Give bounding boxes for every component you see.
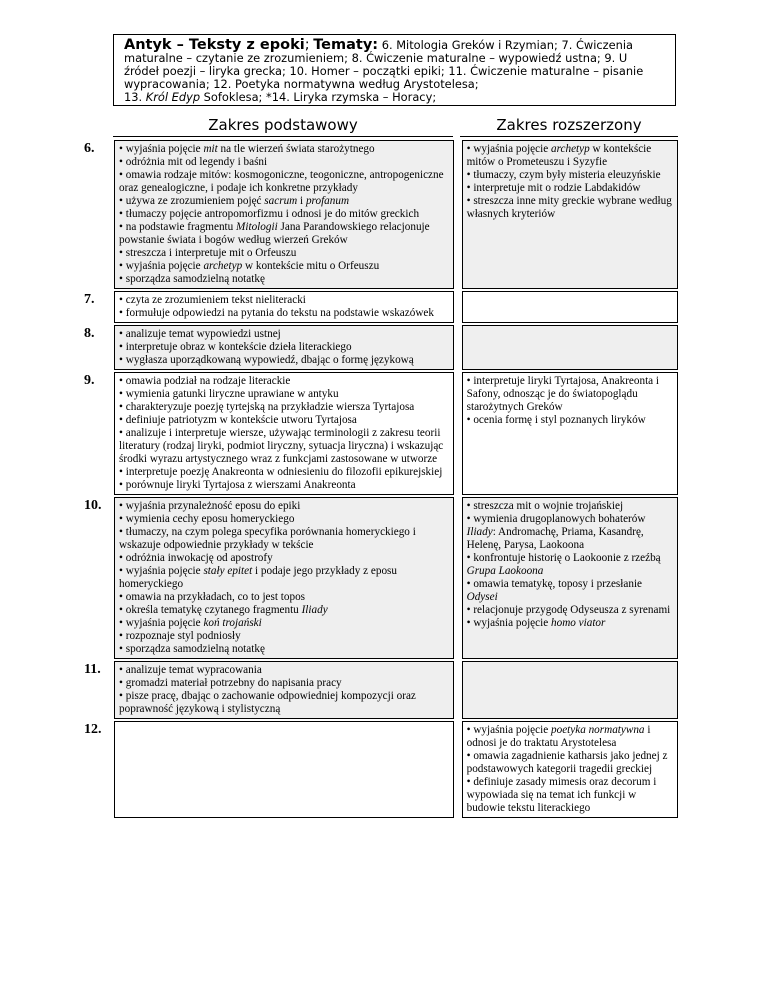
basic-scope-item: • wyjaśnia pojęcie archetyp w kontekście mitu o Orfeuszu [119, 260, 380, 272]
basic-scope-item: • analizuje temat wypowiedzi ustnej [119, 328, 281, 340]
header-last-line-prefix: 13. [124, 90, 146, 104]
extended-scope-item: • wyjaśnia pojęcie homo viator [466, 617, 606, 629]
basic-scope-item: • pisze pracę, dbając o zachowanie odpowiedniej kompozycji oraz poprawność językową i stylistyczną [119, 690, 416, 715]
basic-scope-cell [114, 721, 454, 818]
basic-scope-cell [114, 140, 454, 289]
table-row [80, 372, 678, 495]
basic-scope-item: • formułuje odpowiedzi na pytania do tekstu na podstawie wskazówek [119, 307, 434, 319]
basic-scope-item: • omawia na przykładach, co to jest topos [119, 591, 306, 603]
basic-scope-item: • określa tematykę czytanego fragmentu Iliady [119, 604, 328, 616]
column-gap [454, 372, 462, 495]
extended-scope-item: • relacjonuje przygodę Odyseusza z syrenami [466, 604, 671, 616]
column-gap [454, 721, 462, 818]
curriculum-table [80, 138, 678, 820]
basic-scope-item: • sporządza samodzielną notatkę [119, 273, 265, 285]
basic-scope-cell [114, 291, 454, 323]
extended-scope-item: • definiuje zasady mimesis oraz decorum i wypowiada się na temat ich funkcji w budowie tekstu literackiego [466, 776, 657, 814]
basic-scope-item: • odróżnia mit od legendy i baśni [119, 156, 268, 168]
basic-scope-item: • streszcza i interpretuje mit o Orfeuszu [119, 247, 297, 259]
basic-scope-item: • analizuje temat wypracowania [119, 664, 262, 676]
basic-scope-item: • wymienia gatunki liryczne uprawiane w antyku [119, 388, 339, 400]
extended-scope-cell [462, 661, 678, 719]
header-topics-line-0: 6. Mitologia Greków i Rzymian; 7. Ćwiczenia [381, 38, 634, 52]
header-topics-line-2: źródeł poezji – liryka grecka; 10. Homer – początki epiki; 11. Ćwiczenie maturalne – pisanie [124, 64, 644, 78]
table-row [80, 661, 678, 719]
row-number: 12. [84, 722, 102, 737]
extended-scope-item: • wyjaśnia pojęcie poetyka normatywna i odnosi je do traktatu Arystotelesa [466, 724, 651, 749]
basic-scope-item: • definiuje patriotyzm w kontekście utworu Tyrtajosa [119, 414, 357, 426]
column-gap [454, 497, 462, 659]
extended-scope-cell [462, 325, 678, 370]
basic-scope-item: • wygłasza uporządkowaną wypowiedź, dbając o formę językową [119, 354, 414, 366]
basic-scope-cell [114, 325, 454, 370]
basic-scope-item: • czyta ze zrozumieniem tekst nieliteracki [119, 294, 306, 306]
column-gap [454, 140, 462, 289]
extended-scope-item: • wyjaśnia pojęcie archetyp w kontekście mitów o Prometeuszu i Syzyfie [466, 143, 652, 168]
basic-scope-cell [114, 372, 454, 495]
basic-scope-item: • wyjaśnia przynależność eposu do epiki [119, 500, 301, 512]
extended-scope-cell [462, 372, 678, 495]
extended-scope-cell [462, 291, 678, 323]
extended-scope-item: • streszcza inne mity greckie wybrane według własnych kryteriów [466, 195, 672, 220]
extended-scope-item: • streszcza mit o wojnie trojańskiej [466, 500, 624, 512]
basic-scope-item: • interpretuje poezję Anakreonta w odniesieniu do filozofii epikurejskiej [119, 466, 443, 478]
header-topics-line-1: maturalne – czytanie ze zrozumieniem; 8. Ćwiczenie maturalne – wypowiedź ustna; 9. U [124, 51, 628, 65]
table-row [80, 497, 678, 659]
row-number: 7. [84, 292, 95, 307]
basic-scope-item: • używa ze zrozumieniem pojęć sacrum i profanum [119, 195, 350, 207]
basic-scope-item: • porównuje liryki Tyrtajosa z wierszami Anakreonta [119, 479, 356, 491]
basic-scope-item: • wyjaśnia pojęcie koń trojański [119, 617, 262, 629]
column-header-extended: Zakres rozszerzony [460, 113, 678, 137]
row-number: 6. [84, 141, 95, 156]
basic-scope-item: • gromadzi materiał potrzebny do napisania pracy [119, 677, 342, 689]
extended-scope-item: • konfrontuje historię o Laokoonie z rzeźbą Grupa Laokoona [466, 552, 661, 577]
table-row [80, 325, 678, 370]
row-number: 8. [84, 326, 95, 341]
row-number: 11. [84, 662, 101, 677]
extended-scope-item: • omawia tematykę, toposy i przesłanie Odysei [466, 578, 643, 603]
basic-scope-item: • omawia podział na rodzaje literackie [119, 375, 291, 387]
basic-scope-item: • tłumaczy, na czym polega specyfika porównania homeryckiego i wskazuje odpowiednie przykłady w tekście [119, 526, 416, 551]
header-last-line-italic: Król Edyp [145, 90, 201, 104]
extended-scope-cell [462, 721, 678, 818]
basic-scope-item: • wyjaśnia pojęcie mit na tle wierzeń świata starożytnego [119, 143, 375, 155]
header-topics-label: Tematy: [313, 37, 379, 53]
header-title: Antyk – Teksty z epoki [124, 37, 305, 53]
extended-scope-item: • omawia zagadnienie katharsis jako jednej z podstawowych kategorii tragedii greckiej [466, 750, 668, 775]
basic-scope-item: • na podstawie fragmentu Mitologii Jana Parandowskiego relacjonuje powstanie świata i bogów według wierzeń Greków [119, 221, 430, 246]
basic-scope-cell [114, 497, 454, 659]
row-number: 10. [84, 498, 102, 513]
extended-scope-item: • interpretuje liryki Tyrtajosa, Anakreonta i Safony, odnosząc je do światopoglądu starożytnych Greków [466, 375, 660, 413]
column-gap [454, 325, 462, 370]
basic-scope-item: • charakteryzuje poezję tyrtejską na przykładzie wiersza Tyrtajosa [119, 401, 415, 413]
basic-scope-item: • analizuje i interpretuje wiersze, używając terminologii z zakresu teorii literatury (rodzaj liryki, podmiot liryczny, sytuacja liryczna) i wskazując środki wyrazu artystycznego wraz z funkcjami zastosowane w utworze [119, 427, 444, 465]
basic-scope-item: • omawia rodzaje mitów: kosmogoniczne, teogoniczne, antropogeniczne oraz genealogiczne, i podaje ich konkretne przykłady [119, 169, 444, 194]
header-separator: ; [304, 37, 310, 53]
basic-scope-cell [114, 661, 454, 719]
extended-scope-item: • interpretuje mit o rodzie Labdakidów [466, 182, 641, 194]
basic-scope-item: • tłumaczy pojęcie antropomorfizmu i odnosi je do mitów greckich [119, 208, 420, 220]
column-gap [454, 291, 462, 323]
extended-scope-item: • tłumaczy, czym były misteria eleuzyńskie [466, 169, 661, 181]
extended-scope-item: • ocenia formę i styl poznanych liryków [466, 414, 646, 426]
basic-scope-item: • rozpoznaje styl podniosły [119, 630, 241, 642]
basic-scope-item: • wyjaśnia pojęcie stały epitet i podaje jego przykłady z eposu homeryckiego [119, 565, 397, 590]
extended-scope-cell [462, 140, 678, 289]
basic-scope-item: • odróżnia inwokację od apostrofy [119, 552, 273, 564]
basic-scope-item: • sporządza samodzielną notatkę [119, 643, 265, 655]
table-row [80, 291, 678, 323]
header-topics-line-3: wypracowania; 12. Poetyka normatywna według Arystotelesa; [124, 77, 479, 91]
row-number: 9. [84, 373, 95, 388]
extended-scope-item: • wymienia drugoplanowych bohaterów Iliady: Andromachę, Priama, Kasandrę, Helenę, Parysa, Laokoona [466, 513, 646, 551]
table-row [80, 721, 678, 818]
table-row [80, 140, 678, 289]
header-box [113, 34, 676, 106]
header-last-line-suffix: Sofoklesa; *14. Liryka rzymska – Horacy; [200, 90, 437, 104]
basic-scope-item: • wymienia cechy eposu homeryckiego [119, 513, 295, 525]
extended-scope-cell [462, 497, 678, 659]
column-gap [454, 661, 462, 719]
basic-scope-item: • interpretuje obraz w kontekście dzieła literackiego [119, 341, 352, 353]
column-header-basic: Zakres podstawowy [113, 113, 453, 137]
